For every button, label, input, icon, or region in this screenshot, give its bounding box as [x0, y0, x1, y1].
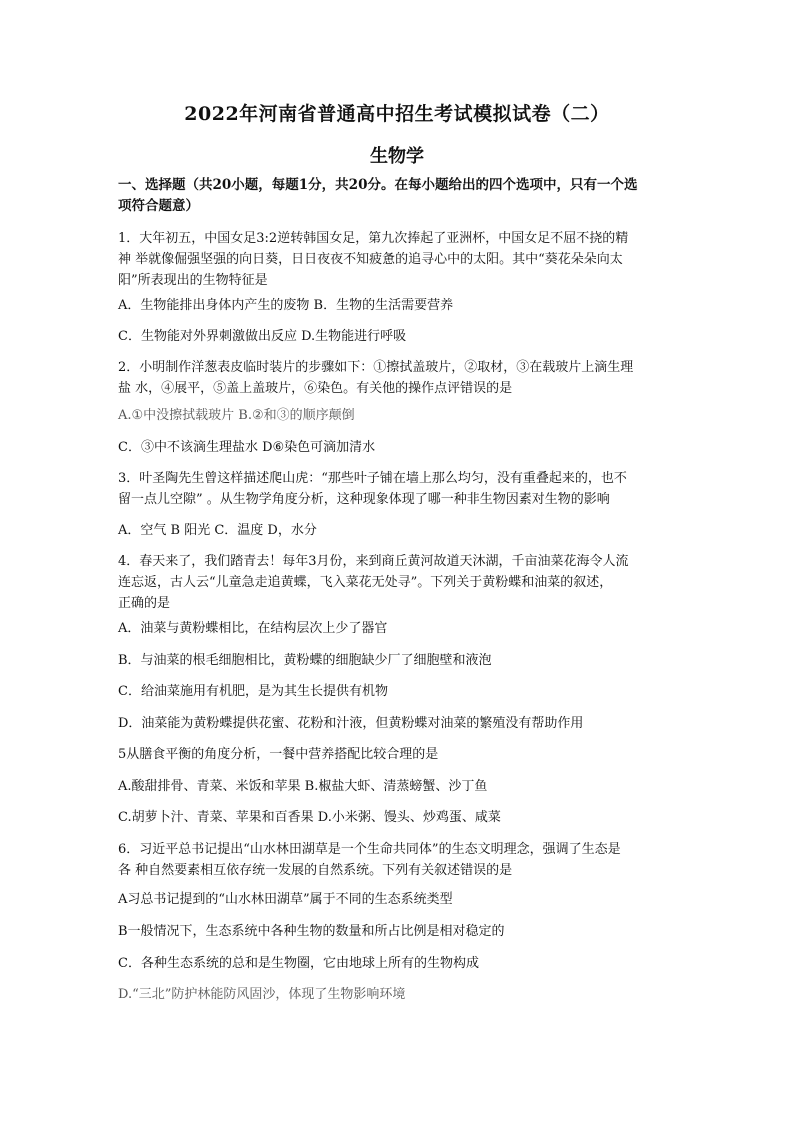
section-heading-line: 一、选择题（共20小题，每题1分，共20分。在每小题给出的四个选项中，只有一个选 [118, 177, 638, 193]
question-5-option-line: A.酸甜排骨、青菜、米饭和苹果 B.椒盐大虾、清蒸螃蟹、沙丁鱼 [118, 779, 488, 794]
question-4-option-line: D．油菜能为黄粉蝶提供花蜜、花粉和汁液，但黄粉蝶对油菜的繁殖没有帮助作用 [118, 716, 584, 731]
question-4-line: 4．春天来了，我们踏青去！每年3月份，来到商丘黄河故道天沐湖，千亩油菜花海令人流 [118, 554, 629, 569]
question-4-option-line: B．与油菜的根毛细胞相比，黄粉蝶的细胞缺少厂了细胞壁和液泡 [118, 653, 492, 668]
question-4-option-line: A．油菜与黄粉蝶相比，在结构层次上少了器官 [118, 621, 388, 636]
question-3-line: 3．叶圣陶先生曾这样描述爬山虎：“那些叶子铺在墙上那么均匀，没有重叠起来的，也不 [118, 471, 627, 486]
question-2-line: 2．小明制作洋葱表皮临时装片的步骤如下：①擦拭盖玻片，②取材，③在载玻片上滴生理 [118, 360, 634, 375]
section-heading-line: 项符合题意） [118, 198, 199, 214]
question-2-option-line: C．③中不该滴生理盐水 D⑥染色可滴加清水 [118, 440, 376, 455]
section-heading [118, 175, 688, 217]
question-4-option-line: C．给油菜施用有机肥，是为其生长提供有机物 [118, 684, 388, 699]
question-1-line: 阳”所表现出的生物特征是 [118, 273, 268, 288]
question-3-line: 留一点儿空隙” 。从生物学角度分析，这种现象体现了哪一种非生物因素对生物的影响 [118, 492, 610, 507]
question-4-line: 正确的是 [118, 596, 171, 611]
question-1-line: 神 举就像倔强坚强的向日葵，日日夜夜不知疲惫的追寻心中的太阳。其中“葵花朵朵向太 [118, 252, 623, 267]
question-5-option-line: C.胡萝卜汁、青菜、苹果和百香果 D.小米粥、馒头、炒鸡蛋、咸菜 [118, 810, 501, 825]
question-3-option-line: A．空气 B 阳光 C．温度 D，水分 [118, 523, 317, 538]
question-6-line: 各 种自然要素相互依存统一发展的自然系统。下列有关叙述错误的是 [118, 863, 513, 878]
question-2-line: 盐 水，④展平，⑤盖上盖玻片，⑥染色。有关他的操作点评错误的是 [118, 381, 513, 396]
page-title: 2022年河南省普通高中招生考试模拟试卷（二） [184, 103, 610, 125]
question-1-option-line: A．生物能排出身体内产生的废物 B．生物的生活需要营养 [118, 298, 454, 313]
question-6-line: 6．习近平总书记提出“山水林田湖草是一个生命共同体”的生态文明理念，强调了生态是 [118, 842, 621, 857]
question-6-option-line: B一般情况下，生态系统中各种生物的数量和所占比例是相对稳定的 [118, 924, 505, 939]
question-5-line: 5从膳食平衡的角度分析，一餐中营养搭配比较合理的是 [118, 747, 439, 762]
question-1-option-line: C．生物能对外界刺激做出反应 D.生物能进行呼吸 [118, 329, 407, 344]
question-6-option-line: C．各种生态系统的总和是生物圈，它由地球上所有的生物构成 [118, 956, 479, 971]
question-2-option-line: A.①中没擦拭载玻片 B.②和③的顺序颠倒 [118, 408, 355, 423]
subject-title: 生物学 [370, 146, 424, 167]
question-6-option-line: A习总书记提到的“山水林田湖草”属于不同的生态系统类型 [118, 892, 453, 907]
question-1-line: 1．大年初五，中国女足3:2逆转韩国女足，第九次捧起了亚洲杯，中国女足不屈不挠的精 [118, 231, 629, 246]
question-6-option-line: D.“三北”防护林能防风固沙，体现了生物影响环境 [118, 987, 406, 1002]
question-4-line: 连忘返，古人云“儿童急走追黄蝶，飞入菜花无处寻”。下列关于黄粉蝶和油菜的叙述， [118, 575, 613, 590]
